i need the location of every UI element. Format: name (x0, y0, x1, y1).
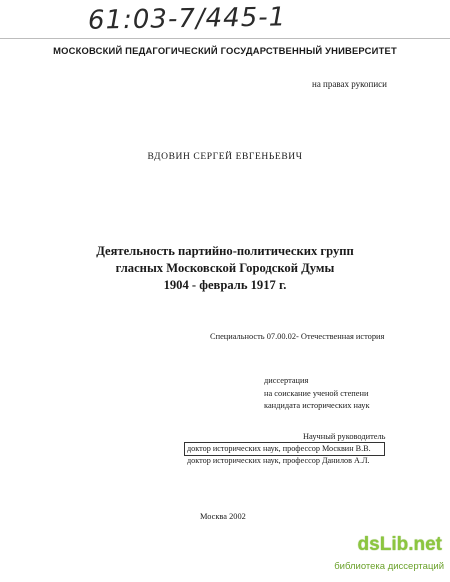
supervisor-1: доктор исторических наук, профессор Москвин В.В. (187, 444, 371, 453)
author-name: ВДОВИН СЕРГЕЙ ЕВГЕНЬЕВИЧ (147, 152, 303, 162)
scan-line (0, 38, 450, 39)
degree-line: диссертация (264, 376, 309, 385)
degree-line: на соискание ученой степени (264, 388, 369, 398)
supervisor-label: Научный руководитель (303, 432, 386, 441)
title-line: Деятельность партийно-политических групп (96, 244, 354, 258)
rights-notice: на правах рукописи (312, 79, 387, 89)
title-line: 1904 - февраль 1917 г. (163, 278, 287, 292)
degree-line: кандидата исторических наук (264, 401, 370, 410)
specialty: Специальность 07.00.02- Отечественная история (210, 332, 385, 341)
handwritten-catalog-number: 61:03-7/445-1 (87, 2, 287, 36)
supervisor-2: доктор исторических наук, профессор Данилов А.Л. (187, 456, 370, 465)
dslib-watermark (334, 530, 450, 582)
city-year: Москва 2002 (200, 512, 246, 521)
dslib-subtitle: библиотека диссертаций (334, 561, 444, 572)
university-name: МОСКОВСКИЙ ПЕДАГОГИЧЕСКИЙ ГОСУДАРСТВЕННЫЙ УНИВЕРСИТЕТ (53, 45, 397, 56)
dslib-logo: dsLib.net (357, 534, 442, 555)
degree-statement (264, 375, 370, 413)
dissertation-title (0, 243, 450, 294)
title-line: гласных Московской Городской Думы (115, 261, 335, 275)
